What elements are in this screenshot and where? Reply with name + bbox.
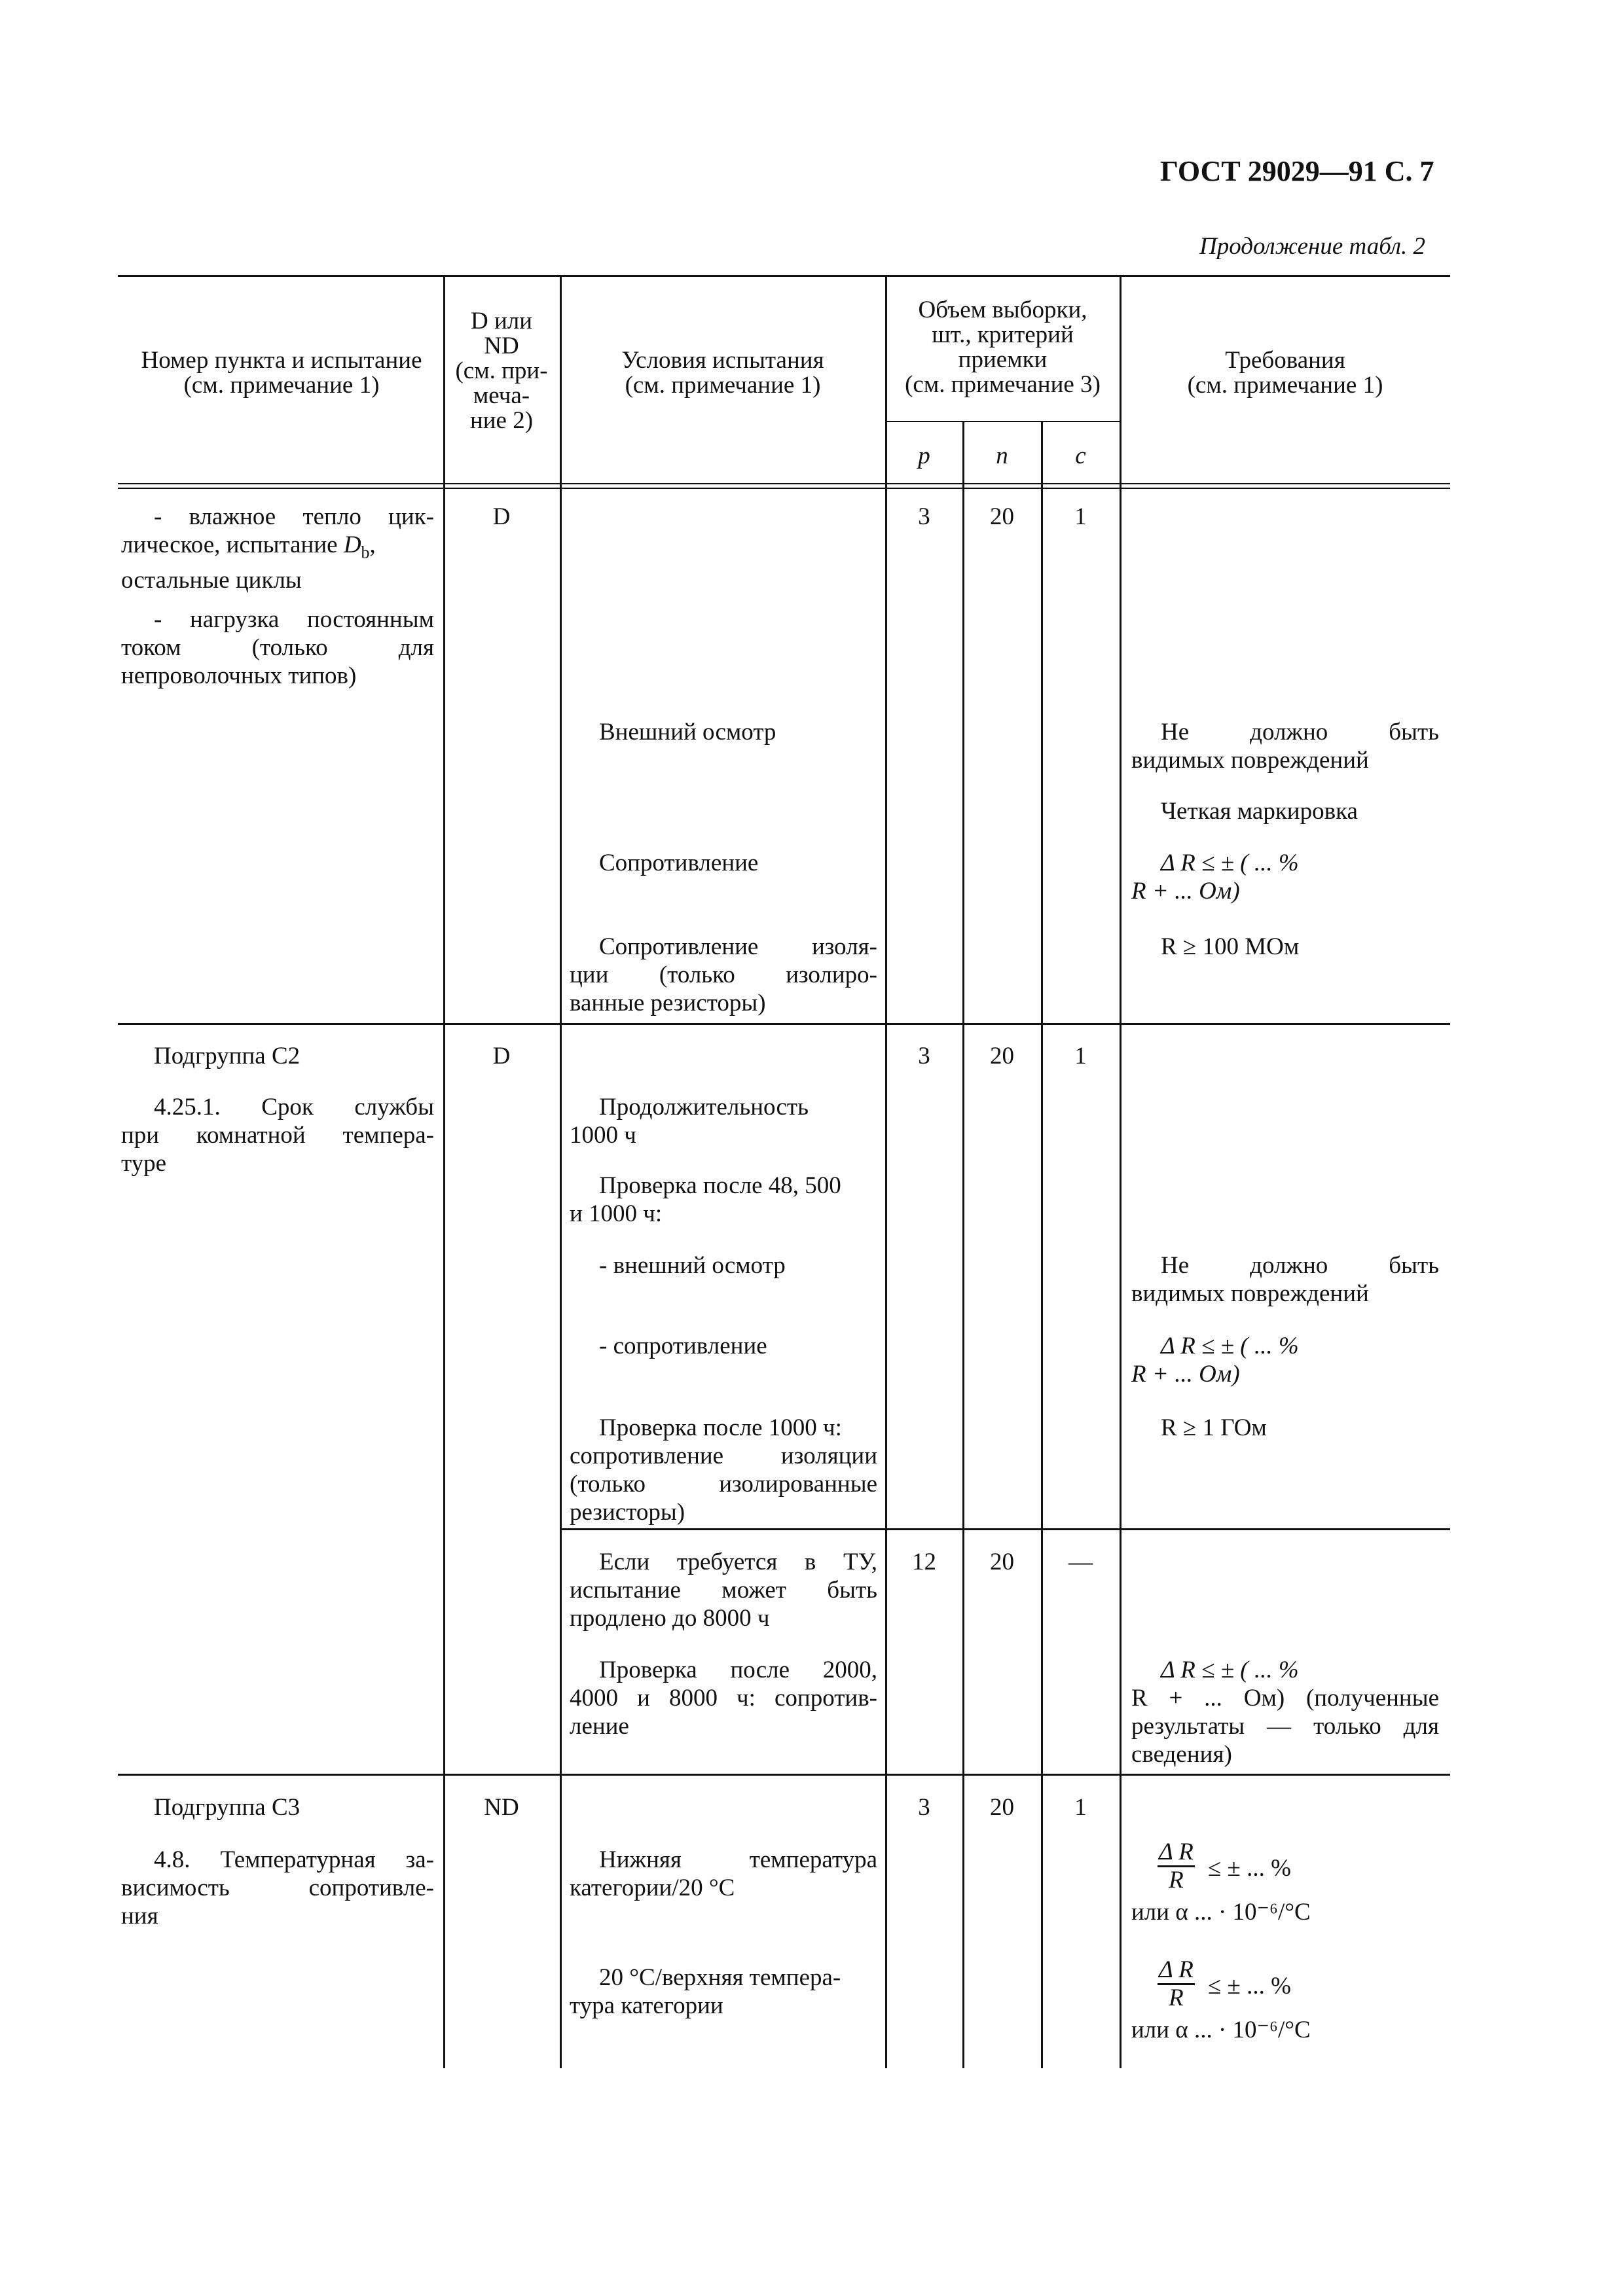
header-p: p <box>918 442 930 469</box>
p-block1: 3 <box>918 503 930 530</box>
continuation-label: Продолжение табл. 2 <box>1199 233 1426 260</box>
req-resistance-delta-info: Δ R ≤ ± ( ... % R + ... Ом) (полученные результаты — только для сведения) <box>1131 1657 1439 1768</box>
header-item: Номер пункта и испытание (см. примечание 1) <box>141 347 422 399</box>
cond-check-after-1000: Проверка после 1000 ч: сопротивление изоляции (только изолированные резисторы) <box>570 1414 877 1526</box>
cond-insulation-resistance: Сопротивление изоля- ции (только изолиро- ванные резисторы) <box>570 933 877 1016</box>
n-block2-ext: 20 <box>990 1549 1014 1575</box>
cond-check-2000-4000-8000: Проверка после 2000, 4000 и 8000 ч: сопротив- ление <box>570 1657 877 1740</box>
header-c: c <box>1075 442 1086 469</box>
gost-page-number: ГОСТ 29029—91 С. 7 <box>1160 155 1434 187</box>
dnd-block1: D <box>492 503 511 530</box>
req-insulation-1gohm: R ≥ 1 ГОм <box>1161 1414 1267 1441</box>
header-n: n <box>996 442 1008 469</box>
fraction-delta-r-2: $\frac{\text{Δ R}}{R}$ <box>1159 1956 1194 2011</box>
item-dc-load: - нагрузка постоянным током (только для непроволочных типов) <box>121 606 434 689</box>
dnd-block3: ND <box>484 1794 519 1821</box>
item-humid-heat: - влажное тепло цик- лическое, испытание $D_b$, остальные циклы <box>121 503 434 594</box>
cond-upper-temp: 20 °С/верхняя темпера- тура категории <box>570 1964 841 2019</box>
cond-check-48-500-1000: Проверка после 48, 500 и 1000 ч: <box>570 1172 841 1227</box>
cond-resistance: Сопротивление <box>599 850 759 876</box>
c-block3: 1 <box>1074 1794 1087 1821</box>
n-block2: 20 <box>990 1043 1014 1069</box>
c-block1: 1 <box>1074 503 1087 530</box>
n-block3: 20 <box>990 1794 1014 1821</box>
c-block2-ext: — <box>1068 1549 1093 1575</box>
cond-lower-temp: Нижняя температура категории/20 °С <box>570 1846 877 1901</box>
req-resistance-delta-1: Δ R ≤ ± ( ... % R + ... Ом) <box>1131 850 1299 905</box>
cond-extended-8000h: Если требуется в ТУ, испытание может быть продлено до 8000 ч <box>570 1549 877 1632</box>
item-lifetime-room-temp: 4.25.1. Срок службы при комнатной темпера- туре <box>121 1094 434 1177</box>
n-block1: 20 <box>990 503 1014 530</box>
cond-visual-inspection: Внешний осмотр <box>599 719 776 745</box>
fraction-tail-2: ≤ ± ... % <box>1208 1973 1291 2000</box>
req-no-damage-2: Не должно быть видимых повреждений <box>1131 1252 1439 1307</box>
cond-visual-inspection-2: - внешний осмотр <box>599 1252 786 1279</box>
item-temp-coefficient: 4.8. Температурная за- висимость сопротивле- ния <box>121 1846 434 1929</box>
header-conditions: Условия испытания (см. примечание 1) <box>621 347 824 399</box>
fraction-delta-r-1: $\frac{\text{Δ R}}{R}$ <box>1159 1839 1194 1893</box>
cond-duration: Продолжительность 1000 ч <box>570 1094 809 1149</box>
p-block3: 3 <box>918 1794 930 1821</box>
p-block2-ext: 12 <box>912 1549 936 1575</box>
dnd-block2: D <box>492 1043 511 1069</box>
alpha-coef-1: или α ... · 10⁻⁶/°С <box>1131 1899 1311 1926</box>
cond-resistance-2: - сопротивление <box>599 1333 767 1359</box>
alpha-coef-2: или α ... · 10⁻⁶/°С <box>1131 2017 1311 2043</box>
req-resistance-delta-2: Δ R ≤ ± ( ... % R + ... Ом) <box>1131 1333 1299 1388</box>
subgroup-c2: Подгруппа С2 <box>154 1043 301 1069</box>
header-requirements: Требования (см. примечание 1) <box>1187 347 1383 399</box>
header-sample-size: Объем выборки, шт., критерий приемки (см. примечание 3) <box>905 296 1101 398</box>
req-clear-marking: Четкая маркировка <box>1161 798 1358 825</box>
subgroup-c3: Подгруппа С3 <box>154 1794 301 1821</box>
p-block2: 3 <box>918 1043 930 1069</box>
req-no-damage-1: Не должно быть видимых повреждений <box>1131 719 1439 774</box>
c-block2: 1 <box>1074 1043 1087 1069</box>
header-d-or-nd: D или ND (см. при- меча- ние 2) <box>455 308 548 434</box>
req-insulation-100mohm: R ≥ 100 МОм <box>1161 933 1300 960</box>
fraction-tail-1: ≤ ± ... % <box>1208 1855 1291 1882</box>
